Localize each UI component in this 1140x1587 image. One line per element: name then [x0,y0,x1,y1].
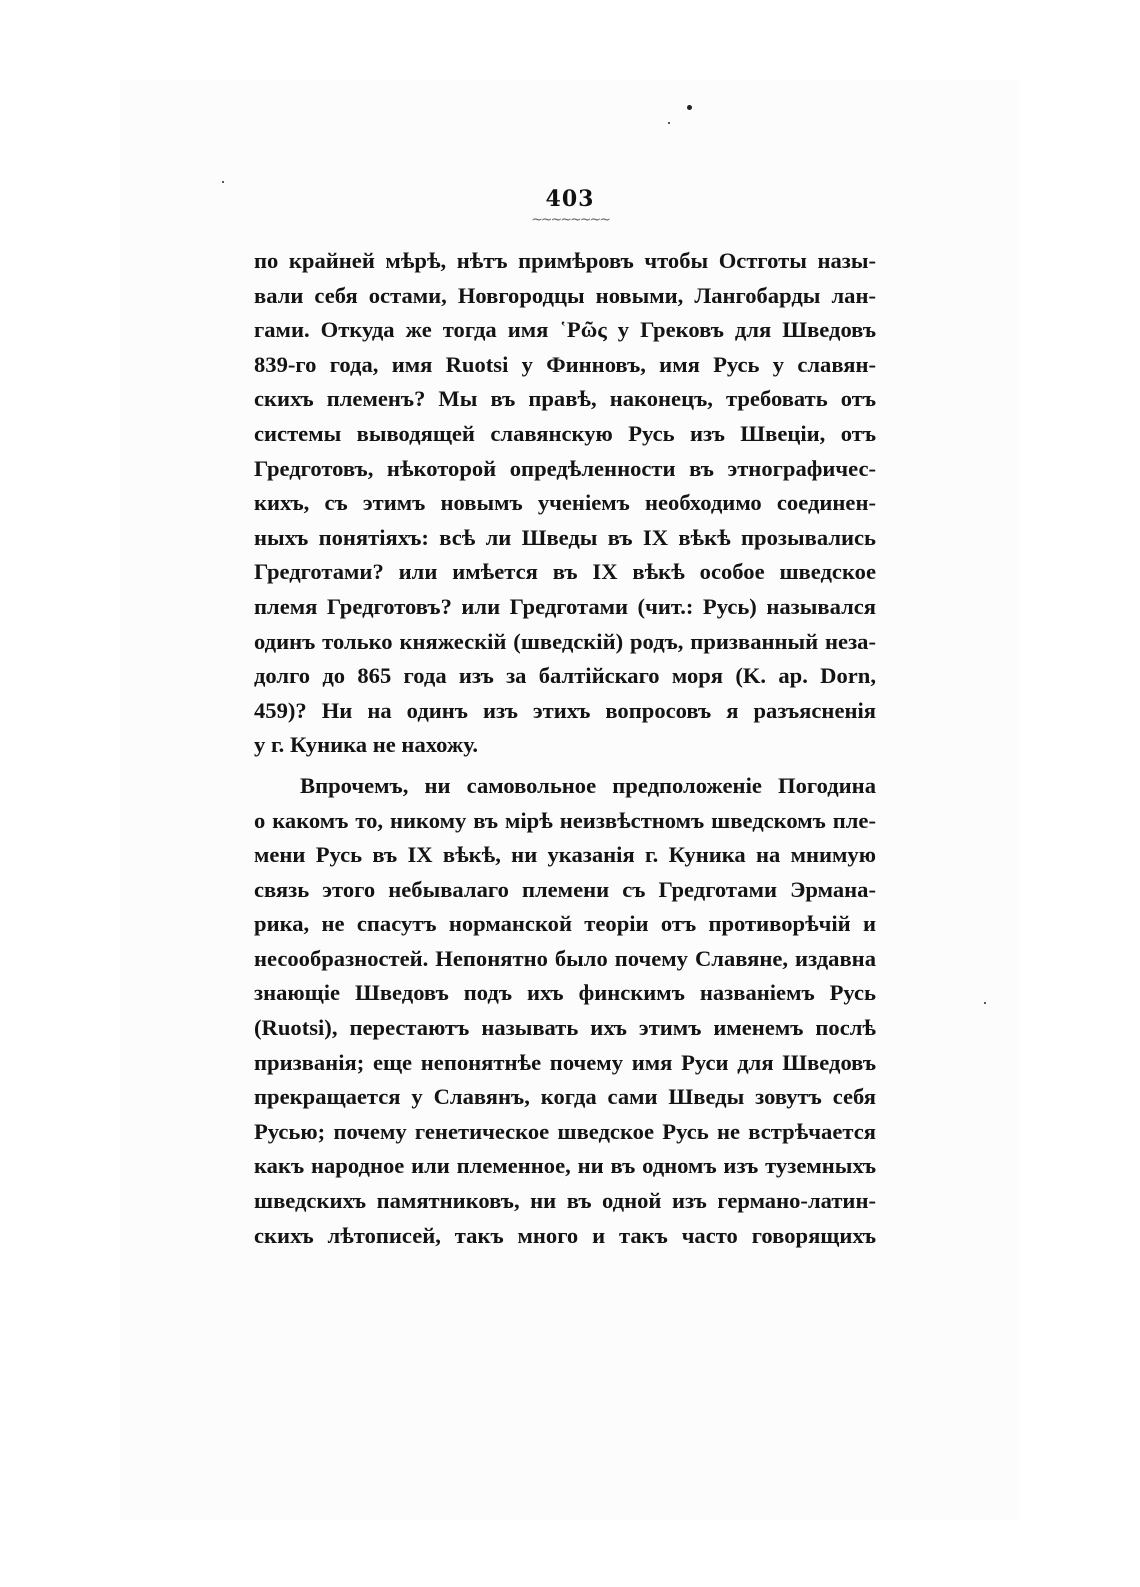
paragraph [254,769,876,1253]
text-line: о какомъ то, никому въ мірѣ неизвѣстномъ шведскомъ пле- [254,807,876,833]
print-speck [222,181,224,183]
text-line: кихъ, съ этимъ новымъ ученіемъ необходимо соединен- [254,490,876,516]
text-line: мени Русь въ IX вѣкѣ, ни указанія г. Куника на мнимую [254,842,876,868]
page-number: 403 [545,186,595,212]
text-line: призванія; еще непонятнѣе почему имя Руси для Шведовъ [254,1049,876,1075]
text-line: какъ народное или племенное, ни въ одномъ изъ туземныхъ [254,1153,876,1179]
text-line: (Ruotsi), перестаютъ называть ихъ этимъ именемъ послѣ [254,1015,876,1041]
text-line: рика, не спасутъ норманской теоріи отъ противорѣчій и [254,911,876,937]
text-line: несообразностей. Непонятно было почему Славяне, издавна [254,945,876,971]
text-line: системы выводящей славянскую Русь изъ Швеціи, отъ [254,420,876,446]
text-line: у г. Куника не нахожу. [254,732,478,758]
text-line: шведскихъ памятниковъ, ни въ одной изъ германо-латин- [254,1188,876,1214]
text-line: гами. Откуда же тогда имя ῾Ρῶς у Грековъ для Шведовъ [254,317,876,343]
text-line: долго до 865 года изъ за балтійскаго моря (K. ap. Dorn, [254,663,876,689]
text-line: вали себя остами, Новгородцы новыми, Лангобарды лан- [254,282,876,308]
text-line: 839-го года, имя Ruotsi у Финновъ, имя Русь у славян- [254,351,876,377]
print-speck [687,105,692,110]
text-line: прекращается у Славянъ, когда сами Шведы зовутъ себя [254,1084,876,1110]
text-line: знающіе Шведовъ подъ ихъ финскимъ названіемъ Русь [254,980,876,1006]
print-speck [668,122,670,124]
text-line: связь этого небывалаго племени съ Гредготами Эрмана- [254,876,876,902]
text-line: скихъ лѣтописей, такъ много и такъ часто говорящихъ [254,1222,876,1248]
text-line: Гредготовъ, нѣкоторой опредѣленности въ этнографичес- [254,455,876,481]
text-line: ныхъ понятіяхъ: всѣ ли Шведы въ IX вѣкѣ прозывались [254,524,876,550]
body-text [254,244,876,1253]
text-line: племя Гредготовъ? или Гредготами (чит.: Русь) назывался [254,593,876,619]
text-line: Гредготами? или имѣется въ IX вѣкѣ особое шведское [254,559,876,585]
paragraph [254,244,876,763]
text-line: одинъ только княжескій (шведскій) родъ, призванный неза- [254,628,876,654]
text-line: скихъ племенъ? Мы въ правѣ, наконецъ, требовать отъ [254,386,876,412]
print-speck [984,1002,986,1004]
text-line: 459)? Ни на одинъ изъ этихъ вопросовъ я разъясненія [254,697,876,723]
text-line: Русью; почему генетическое шведское Русь не встрѣчается [254,1118,876,1144]
text-line: Впрочемъ, ни самовольное предположеніе Погодина [300,772,876,798]
header-ornament: ~~~~~~~~ [531,212,609,228]
text-line: по крайней мѣрѣ, нѣтъ примѣровъ чтобы Остготы назы- [254,248,876,273]
